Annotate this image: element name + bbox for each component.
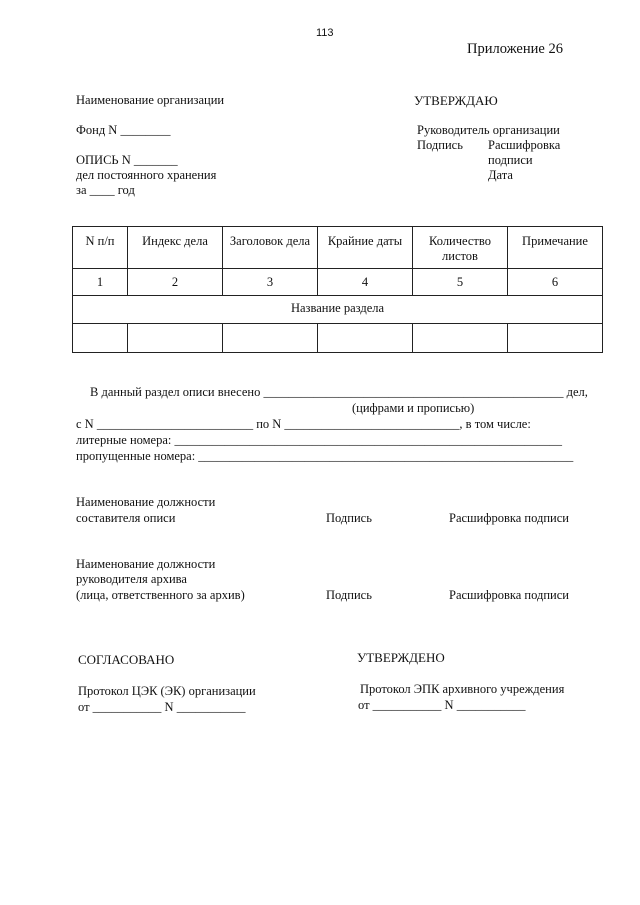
col-number-2: 2 — [128, 269, 223, 296]
table-cell — [223, 324, 318, 353]
section-name-cell: Название раздела — [73, 296, 603, 324]
opis-line: ОПИСЬ N _______ — [76, 153, 178, 167]
table-cell — [128, 324, 223, 353]
archive-head-position-1: Наименование должности — [76, 557, 216, 571]
approve-head: Руководитель организации — [417, 123, 560, 137]
section-range-line: с N _________________________ по N ____________________________, в том числе: — [76, 417, 531, 431]
col-number-6: 6 — [508, 269, 603, 296]
table-section-row — [73, 296, 603, 324]
section-count-line: В данный раздел описи внесено ________________________________________________ дел, — [90, 385, 588, 399]
archive-head-position-2: руководителя архива — [76, 572, 187, 586]
col-header-index: Индекс дела — [128, 227, 223, 269]
agreed-title: СОГЛАСОВАНО — [78, 652, 175, 667]
missing-numbers-line: пропущенные номера: ____________________________________________________________ — [76, 449, 574, 463]
storage-line: дел постоянного хранения — [76, 168, 217, 182]
table-cell — [73, 324, 128, 353]
compiler-position-1: Наименование должности — [76, 495, 216, 509]
approved-protocol: Протокол ЭПК архивного учреждения — [360, 682, 565, 696]
compiler-position-2: составителя описи — [76, 511, 176, 525]
col-header-note: Примечание — [508, 227, 603, 269]
archive-head-position-3: (лица, ответственного за архив) — [76, 588, 245, 602]
col-header-dates: Крайние даты — [318, 227, 413, 269]
approved-date-line: от ___________ N ___________ — [358, 698, 526, 712]
table-numbering-row — [73, 269, 603, 296]
approve-decoding-1: Расшифровка — [488, 138, 561, 152]
col-number-3: 3 — [223, 269, 318, 296]
approved-title: УТВЕРЖДЕНО — [357, 650, 445, 665]
literal-numbers-line: литерные номера: ______________________________________________________________ — [76, 433, 563, 447]
compiler-signature: Подпись — [326, 511, 372, 525]
col-number-1: 1 — [73, 269, 128, 296]
inventory-table — [72, 226, 603, 353]
col-number-4: 4 — [318, 269, 413, 296]
section-count-hint: (цифрами и прописью) — [352, 401, 475, 415]
appendix-label: Приложение 26 — [467, 41, 563, 57]
approve-signature: Подпись — [417, 138, 463, 152]
table-cell — [413, 324, 508, 353]
org-name-label: Наименование организации — [76, 93, 225, 107]
col-header-sheets: Количество листов — [413, 227, 508, 269]
approve-date: Дата — [488, 168, 513, 182]
archive-head-signature: Подпись — [326, 588, 372, 602]
table-row — [73, 324, 603, 353]
fond-line: Фонд N ________ — [76, 123, 171, 137]
page-number: 113 — [316, 27, 334, 39]
agreed-date-line: от ___________ N ___________ — [78, 700, 246, 714]
year-line: за ____ год — [76, 183, 135, 197]
approve-title: УТВЕРЖДАЮ — [414, 93, 498, 108]
col-header-number: N п/п — [73, 227, 128, 269]
table-cell — [508, 324, 603, 353]
col-number-5: 5 — [413, 269, 508, 296]
archive-head-decoding: Расшифровка подписи — [449, 588, 569, 602]
col-header-title: Заголовок дела — [223, 227, 318, 269]
table-header-row — [73, 227, 603, 269]
approve-decoding-2: подписи — [488, 153, 533, 167]
agreed-protocol: Протокол ЦЭК (ЭК) организации — [78, 684, 256, 698]
table-cell — [318, 324, 413, 353]
compiler-decoding: Расшифровка подписи — [449, 511, 569, 525]
